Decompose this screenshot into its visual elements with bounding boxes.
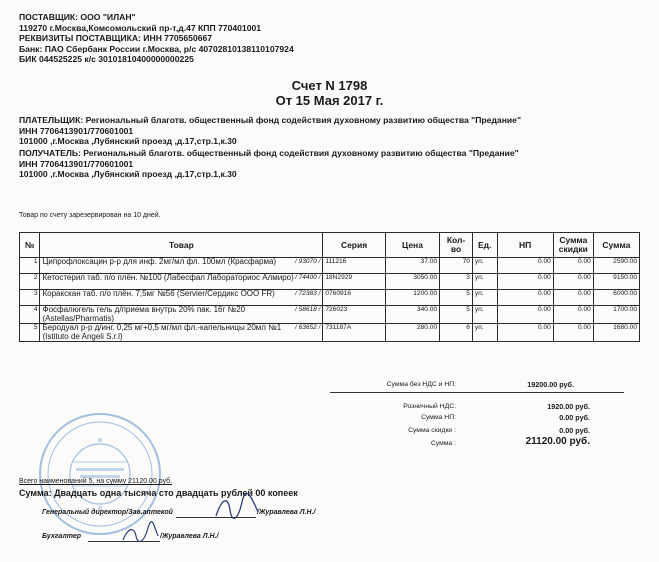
payer-block: [19, 115, 521, 147]
row-series: 18N2929: [323, 274, 386, 290]
row-price: 1200.00: [385, 290, 439, 306]
row-discount: 0.00: [553, 290, 593, 306]
items-count-line: Всего наименований 5, на сумму 21120.00 руб.: [19, 478, 173, 485]
row-series: 0760916: [323, 290, 386, 306]
row-discount: 0.00: [553, 258, 593, 274]
row-product: [40, 324, 323, 342]
sum-in-words: Сумма: Двадцать одна тысяча сто двадцать рублей 00 копеек: [19, 488, 298, 498]
row-vat: 0.00: [497, 290, 553, 306]
stamp-seal-icon: [36, 410, 164, 538]
row-sum: 2590.00: [593, 258, 639, 274]
items-table: [19, 232, 640, 342]
col-header-no: №: [20, 233, 40, 258]
row-product-name: Кетостерил таб. п/о плён. №100 (Лабесфал Лабораториос Алмиро): [42, 273, 294, 282]
row-price: 37.00: [385, 258, 439, 274]
retail-vat-label: Розничный НДС:: [403, 403, 456, 410]
recipient-name: ПОЛУЧАТЕЛЬ: Региональный благотв. общественный фонд содействия духовному развитию общества "Предание": [19, 148, 519, 158]
table-row: [20, 258, 640, 274]
supplier-block: [19, 12, 294, 65]
director-label: Генеральный директор/Зав.аптекой: [42, 509, 173, 516]
sum-no-vat-label: Сумма без НДС и НП:: [386, 381, 456, 388]
row-product-code: / 72383 /: [295, 290, 321, 297]
accountant-name: /Журавлева Л.Н./: [160, 533, 219, 540]
row-product-name: Фосфалюгель гель д/приема внутрь 20% пак. 16г №20 (Astellas/Pharmatis): [42, 305, 246, 323]
retail-vat-value: 1920.00 руб.: [547, 402, 590, 411]
invoice-date: От 15 Мая 2017 г.: [275, 93, 384, 108]
col-header-qty: Кол-во: [440, 233, 473, 258]
reserve-note: Товар по счету зарезервирован на 10 дней.: [19, 212, 161, 219]
sum-no-vat-value: 19200.00 руб.: [527, 380, 574, 389]
discount-value: 0.00 руб.: [559, 426, 590, 435]
row-product: [40, 258, 323, 274]
row-product: [40, 306, 323, 324]
row-vat: 0.00: [497, 274, 553, 290]
discount-label: Сумма скидки :: [408, 427, 456, 434]
recipient-inn: ИНН 7706413901/770601001: [19, 158, 134, 169]
col-header-series: Серия: [323, 233, 386, 258]
recipient-block: [19, 148, 519, 180]
recipient-address: 101000 ,г.Москва ,Лубянский проезд ,д.17,стр.1,к.30: [19, 169, 237, 179]
row-product-name: Ципрофлоксацин р-р для инф. 2мг/мл фл. 100мл (Красфарма): [42, 257, 277, 266]
row-sum: 1680.00: [593, 324, 639, 342]
total-value: 21120.00 руб.: [525, 436, 590, 447]
row-vat: 0.00: [497, 306, 553, 324]
row-no: 1: [20, 258, 40, 274]
row-product-code: / 63652 /: [295, 324, 321, 331]
col-header-sum: Сумма: [593, 233, 639, 258]
row-discount: 0.00: [553, 274, 593, 290]
row-product: [40, 274, 323, 290]
accountant-signature-icon: [120, 520, 160, 546]
row-unit: уп.: [472, 290, 497, 306]
row-no: 4: [20, 306, 40, 324]
np-label: Сумма НП:: [421, 414, 456, 421]
table-row: [20, 274, 640, 290]
supplier-name: ПОСТАВЩИК: ООО "ИЛАН": [19, 12, 136, 22]
row-qty: 5: [440, 306, 473, 324]
row-unit: уп.: [472, 306, 497, 324]
table-header-row: [20, 233, 640, 258]
table-row: [20, 290, 640, 306]
accountant-label: Бухгалтер: [42, 533, 82, 540]
director-signature-icon: [212, 492, 262, 524]
col-header-unit: Ед.: [472, 233, 497, 258]
row-unit: уп.: [472, 324, 497, 342]
row-product-name: Коракскан таб. п/о плён. 7,5мг №56 (Servier/Сердикс ООО FR): [42, 289, 275, 298]
col-header-discount: Сумма скидки: [553, 233, 593, 258]
row-no: 2: [20, 274, 40, 290]
row-qty: 70: [440, 258, 473, 274]
row-product-code: / 58618 /: [295, 306, 321, 313]
row-sum: 9150.00: [593, 274, 639, 290]
row-product: [40, 290, 323, 306]
row-no: 5: [20, 324, 40, 342]
row-vat: 0.00: [497, 324, 553, 342]
supplier-bank: Банк: ПАО Сбербанк России г.Москва, р/с 40702810138110107924: [19, 43, 294, 54]
col-header-product: Товар: [40, 233, 323, 258]
row-sum: 1700.00: [593, 306, 639, 324]
row-price: 3050.00: [385, 274, 439, 290]
row-qty: 3: [440, 274, 473, 290]
invoice-title: Счет N 1798: [291, 78, 368, 93]
row-no: 3: [20, 290, 40, 306]
col-header-price: Цена: [385, 233, 439, 258]
payer-address: 101000 ,г.Москва ,Лубянский проезд ,д.17,стр.1,к.30: [19, 136, 237, 146]
supplier-bik: БИК 044525225 к/с 30101810400000000225: [19, 54, 194, 64]
director-name: /Журавлева Л.Н./: [257, 509, 316, 516]
row-discount: 0.00: [553, 306, 593, 324]
supplier-address: 119270 г.Москва,Комсомольский пр-т,д.47 КПП 770401001: [19, 22, 262, 33]
row-discount: 0.00: [553, 324, 593, 342]
row-unit: уп.: [472, 258, 497, 274]
row-qty: 6: [440, 324, 473, 342]
row-unit: уп.: [472, 274, 497, 290]
np-value: 0.00 руб.: [559, 413, 590, 422]
row-vat: 0.00: [497, 258, 553, 274]
row-price: 280.00: [385, 324, 439, 342]
col-header-vat: НП: [497, 233, 553, 258]
row-qty: 5: [440, 290, 473, 306]
totals-divider: [330, 392, 624, 393]
row-product-code: / 74400 /: [295, 274, 321, 281]
row-sum: 6000.00: [593, 290, 639, 306]
total-label: Сумма :: [430, 440, 456, 447]
row-price: 340.00: [385, 306, 439, 324]
payer-inn: ИНН 7706413901/770601001: [19, 125, 134, 136]
row-series: 111216: [323, 258, 386, 274]
payer-name: ПЛАТЕЛЬЩИК: Региональный благотв. общественный фонд содействия духовному развитию общества "Предание": [19, 115, 522, 125]
supplier-requisites: РЕКВИЗИТЫ ПОСТАВЩИКА: ИНН 7705650667: [19, 33, 213, 43]
row-series: 731187A: [323, 324, 386, 342]
row-product-code: / 93070 /: [295, 258, 321, 265]
table-row: [20, 306, 640, 324]
row-series: 726023: [323, 306, 386, 324]
row-product-name: Беродуал р-р д/инг. 0,25 мг+0,5 мг/мл фл.-капельницы 20мл №1 (Istituto de Angeli S.r.l): [42, 323, 282, 341]
table-row: [20, 324, 640, 342]
